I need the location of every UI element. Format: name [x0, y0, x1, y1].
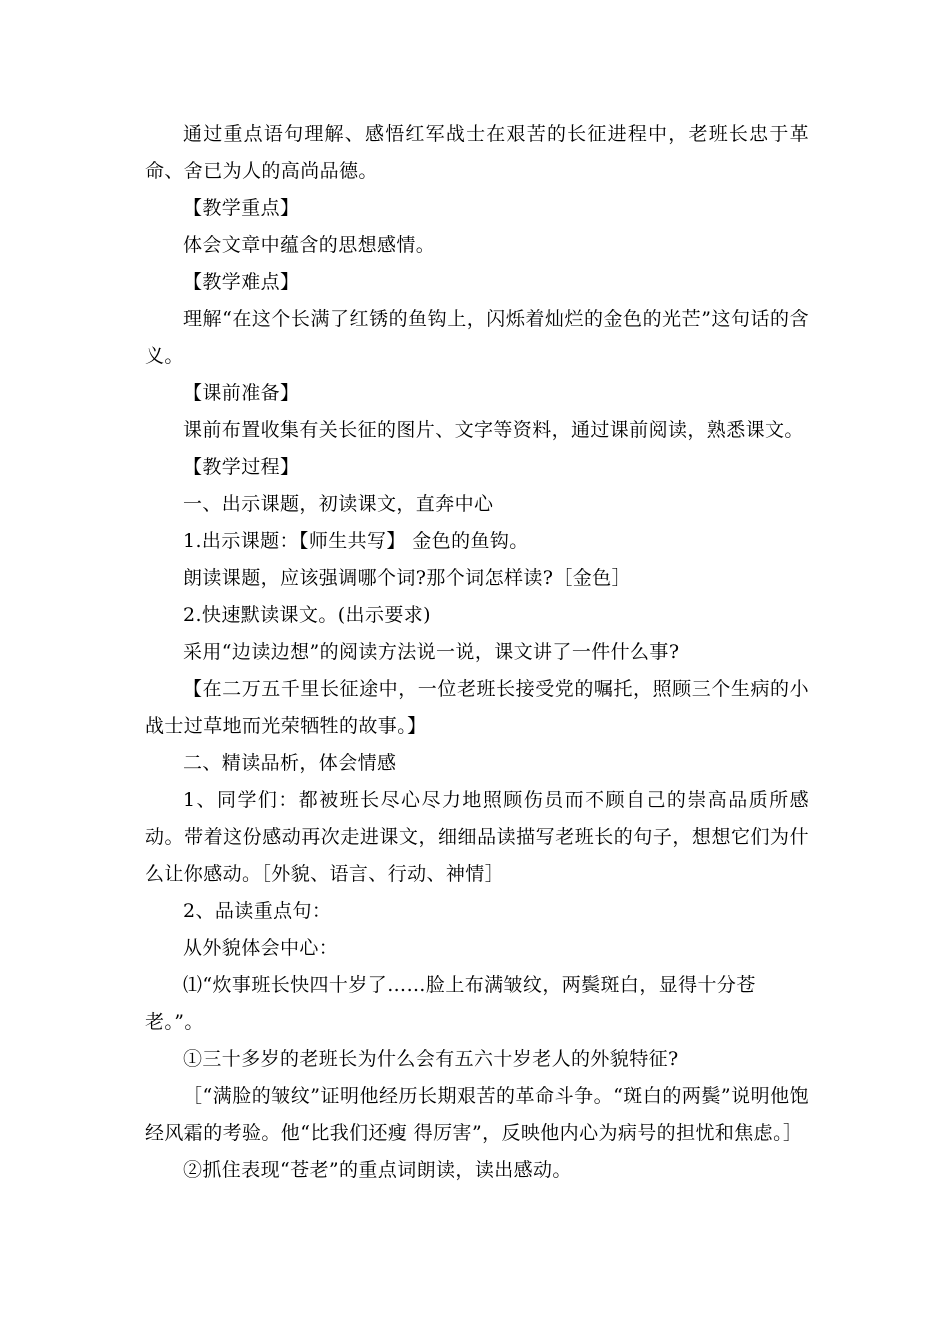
list-item: 2.快速默读课文。(出示要求) [183, 604, 431, 626]
heading-teaching-process: 【教学过程】 [183, 456, 300, 478]
question-item: ②抓住表现“苍老”的重点词朗读，读出感动。 [183, 1159, 572, 1181]
paragraph-teaching-focus: 体会文章中蕴含的思想感情。 [183, 234, 436, 256]
list-item: 从外貌体会中心： [183, 937, 339, 959]
document-body [145, 116, 809, 1189]
list-item: 2、品读重点句： [183, 900, 332, 922]
paragraph-objective: 通过重点语句理解、感悟红军战士在艰苦的长征进程中，老班长忠于革命、舍已为人的高尚品德。 [145, 123, 809, 182]
paragraph-preparation: 课前布置收集有关长征的图片、文字等资料，通过课前阅读，熟悉课文。 [183, 419, 804, 441]
section-heading-two: 二、精读品析，体会情感 [183, 752, 397, 774]
heading-preparation: 【课前准备】 [183, 382, 300, 404]
paragraph-analysis: 1、同学们：都被班长尽心尽力地照顾伤员而不顾自己的崇高品质所感动。带着这份感动再次走进课文，细细品读描写老班长的句子，想想它们为什么让你感动。［外貌、语言、行动、神情］ [145, 789, 809, 885]
quote-item: ⑴“炊事班长快四十岁了……脸上布满皱纹，两鬓斑白，显得十分苍老。”。 [145, 974, 756, 1033]
list-item: 1.出示课题：【师生共写】 金色的鱼钩。 [183, 530, 529, 552]
paragraph-answer: 【在二万五千里长征途中，一位老班长接受党的嘱托，照顾三个生病的小战士过草地而光荣牺牲的故事。】 [145, 678, 809, 737]
section-heading-one: 一、出示课题，初读课文，直奔中心 [183, 493, 494, 515]
list-item: 采用“边读边想”的阅读方法说一说，课文讲了一件什么事? [183, 641, 680, 663]
question-item: ①三十多岁的老班长为什么会有五六十岁老人的外貌特征? [183, 1048, 679, 1070]
list-item: 朗读课题，应该强调哪个词?那个词怎样读?［金色］ [183, 567, 631, 589]
paragraph-teaching-difficulty: 理解“在这个长满了红锈的鱼钩上，闪烁着灿烂的金色的光芒”这句话的含义。 [145, 308, 809, 367]
heading-teaching-focus: 【教学重点】 [183, 197, 300, 219]
paragraph-answer: ［“满脸的皱纹”证明他经历长期艰苦的革命斗争。“斑白的两鬓”说明他饱经风霜的考验。他“比我们还瘦 得厉害”，反映他内心为病号的担忧和焦虑。］ [145, 1085, 809, 1144]
heading-teaching-difficulty: 【教学难点】 [183, 271, 300, 293]
